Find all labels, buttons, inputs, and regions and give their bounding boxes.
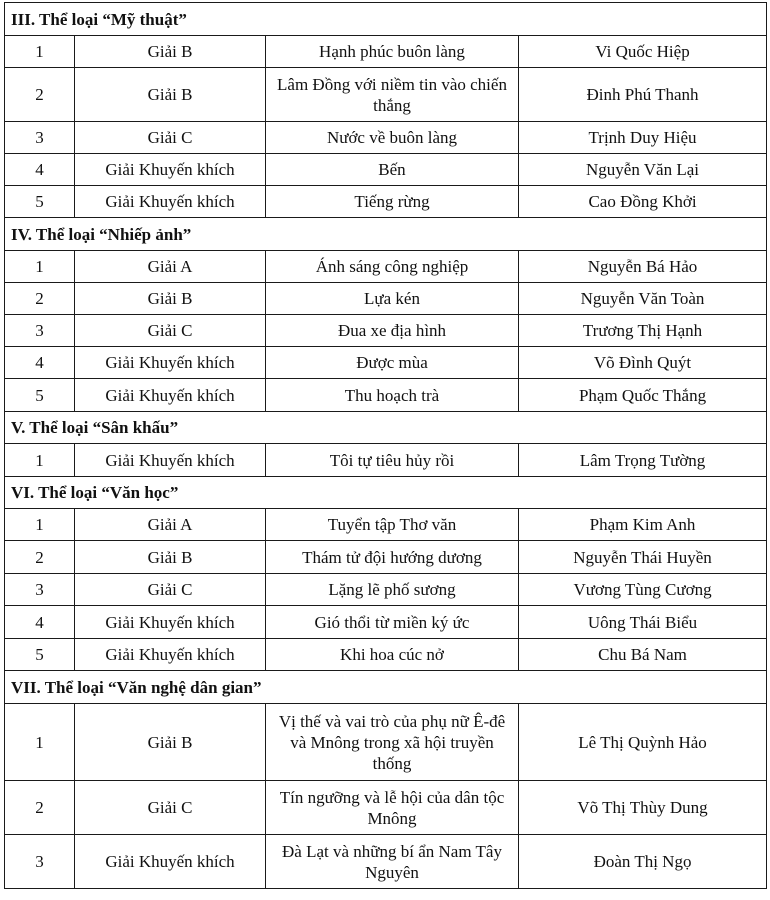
section-title: IV. Thể loại “Nhiếp ảnh” — [5, 218, 767, 251]
author-cell: Võ Đình Quýt — [519, 347, 767, 379]
table-row — [5, 315, 767, 347]
work-title-cell: Nước về buôn làng — [266, 122, 519, 154]
author-cell: Chu Bá Nam — [519, 639, 767, 671]
table-row — [5, 444, 767, 477]
prize-cell: Giải Khuyến khích — [75, 639, 266, 671]
work-title-cell: Được mùa — [266, 347, 519, 379]
row-number: 3 — [5, 574, 75, 606]
author-cell: Phạm Quốc Thắng — [519, 379, 767, 412]
row-number: 2 — [5, 68, 75, 122]
work-title-cell: Thám tử đội hướng dương — [266, 541, 519, 574]
section-title: V. Thể loại “Sân khấu” — [5, 412, 767, 444]
work-title-cell: Vị thế và vai trò của phụ nữ Ê-đê và Mnông trong xã hội truyền thống — [266, 704, 519, 781]
table-row — [5, 509, 767, 541]
table-row — [5, 283, 767, 315]
author-cell: Võ Thị Thùy Dung — [519, 781, 767, 835]
work-title-cell: Đua xe địa hình — [266, 315, 519, 347]
prize-cell: Giải Khuyến khích — [75, 379, 266, 412]
prize-cell: Giải Khuyến khích — [75, 186, 266, 218]
work-title-cell: Tiếng rừng — [266, 186, 519, 218]
author-cell: Vi Quốc Hiệp — [519, 36, 767, 68]
prize-cell: Giải C — [75, 315, 266, 347]
work-title-cell: Tín ngưỡng và lễ hội của dân tộc Mnông — [266, 781, 519, 835]
work-title-cell: Lâm Đồng với niềm tin vào chiến thắng — [266, 68, 519, 122]
row-number: 4 — [5, 154, 75, 186]
section-title: VII. Thể loại “Văn nghệ dân gian” — [5, 671, 767, 704]
row-number: 4 — [5, 606, 75, 639]
row-number: 3 — [5, 835, 75, 889]
work-title-cell: Ánh sáng công nghiệp — [266, 251, 519, 283]
table-row — [5, 606, 767, 639]
row-number: 1 — [5, 251, 75, 283]
prize-cell: Giải C — [75, 781, 266, 835]
author-cell: Trương Thị Hạnh — [519, 315, 767, 347]
table-row — [5, 704, 767, 781]
work-title-cell: Thu hoạch trà — [266, 379, 519, 412]
author-cell: Lâm Trọng Tường — [519, 444, 767, 477]
author-cell: Lê Thị Quỳnh Hảo — [519, 704, 767, 781]
prize-cell: Giải Khuyến khích — [75, 154, 266, 186]
table-row — [5, 639, 767, 671]
row-number: 1 — [5, 444, 75, 477]
work-title-cell: Lặng lẽ phố sương — [266, 574, 519, 606]
prize-cell: Giải C — [75, 574, 266, 606]
author-cell: Cao Đồng Khởi — [519, 186, 767, 218]
row-number: 2 — [5, 781, 75, 835]
prize-cell: Giải A — [75, 251, 266, 283]
author-cell: Nguyễn Bá Hảo — [519, 251, 767, 283]
row-number: 3 — [5, 122, 75, 154]
section-title: VI. Thể loại “Văn học” — [5, 477, 767, 509]
work-title-cell: Bến — [266, 154, 519, 186]
row-number: 5 — [5, 379, 75, 412]
prize-cell: Giải Khuyến khích — [75, 835, 266, 889]
author-cell: Uông Thái Biểu — [519, 606, 767, 639]
awards-table-body — [5, 3, 767, 889]
row-number: 4 — [5, 347, 75, 379]
section-header — [5, 218, 767, 251]
row-number: 2 — [5, 541, 75, 574]
author-cell: Vương Tùng Cương — [519, 574, 767, 606]
prize-cell: Giải B — [75, 704, 266, 781]
awards-table — [4, 2, 767, 889]
author-cell: Nguyễn Văn Lại — [519, 154, 767, 186]
table-row — [5, 347, 767, 379]
row-number: 1 — [5, 509, 75, 541]
table-row — [5, 36, 767, 68]
prize-cell: Giải B — [75, 36, 266, 68]
author-cell: Phạm Kim Anh — [519, 509, 767, 541]
section-header — [5, 412, 767, 444]
row-number: 1 — [5, 704, 75, 781]
author-cell: Nguyễn Văn Toàn — [519, 283, 767, 315]
author-cell: Nguyễn Thái Huyền — [519, 541, 767, 574]
row-number: 5 — [5, 186, 75, 218]
table-row — [5, 68, 767, 122]
prize-cell: Giải B — [75, 541, 266, 574]
work-title-cell: Đà Lạt và những bí ẩn Nam Tây Nguyên — [266, 835, 519, 889]
table-row — [5, 186, 767, 218]
table-row — [5, 379, 767, 412]
prize-cell: Giải C — [75, 122, 266, 154]
work-title-cell: Hạnh phúc buôn làng — [266, 36, 519, 68]
prize-cell: Giải Khuyến khích — [75, 347, 266, 379]
work-title-cell: Gió thổi từ miền ký ức — [266, 606, 519, 639]
row-number: 5 — [5, 639, 75, 671]
prize-cell: Giải B — [75, 68, 266, 122]
row-number: 1 — [5, 36, 75, 68]
prize-cell: Giải Khuyến khích — [75, 606, 266, 639]
prize-cell: Giải A — [75, 509, 266, 541]
row-number: 3 — [5, 315, 75, 347]
work-title-cell: Tôi tự tiêu hủy rồi — [266, 444, 519, 477]
table-row — [5, 574, 767, 606]
table-row — [5, 541, 767, 574]
author-cell: Đoàn Thị Ngọ — [519, 835, 767, 889]
section-header — [5, 671, 767, 704]
row-number: 2 — [5, 283, 75, 315]
table-row — [5, 251, 767, 283]
work-title-cell: Khi hoa cúc nở — [266, 639, 519, 671]
table-row — [5, 122, 767, 154]
section-title: III. Thể loại “Mỹ thuật” — [5, 3, 767, 36]
author-cell: Trịnh Duy Hiệu — [519, 122, 767, 154]
prize-cell: Giải Khuyến khích — [75, 444, 266, 477]
table-row — [5, 835, 767, 889]
work-title-cell: Tuyển tập Thơ văn — [266, 509, 519, 541]
section-header — [5, 3, 767, 36]
section-header — [5, 477, 767, 509]
work-title-cell: Lựa kén — [266, 283, 519, 315]
author-cell: Đinh Phú Thanh — [519, 68, 767, 122]
prize-cell: Giải B — [75, 283, 266, 315]
table-row — [5, 781, 767, 835]
table-row — [5, 154, 767, 186]
